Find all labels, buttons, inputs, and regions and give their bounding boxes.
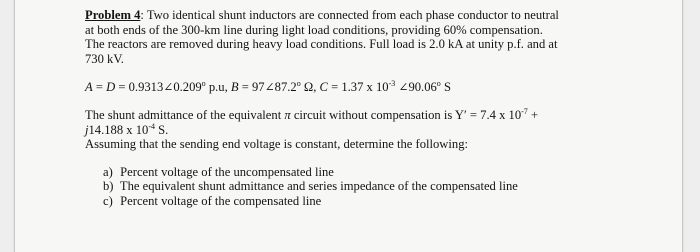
problem-line-2: at both ends of the 300-km line during light load conditions, providing 60% compensation. xyxy=(85,22,543,37)
part-text: The equivalent shunt admittance and series impedance of the compensated line xyxy=(119,179,518,194)
part-text: Percent voltage of the compensated line xyxy=(120,193,322,208)
degree-symbol: o xyxy=(201,79,206,89)
a-magnitude: 0.9313 xyxy=(128,80,164,95)
list-item xyxy=(103,194,645,208)
c-angle: 90.06 xyxy=(408,80,437,95)
problem-label: Problem 4 xyxy=(85,8,141,22)
problem-statement xyxy=(85,8,645,66)
c-symbol: C xyxy=(319,80,328,95)
admittance-plus: + xyxy=(530,107,539,122)
degree-symbol: o xyxy=(296,79,301,89)
degree-symbol: o xyxy=(436,79,441,89)
colon: : xyxy=(140,8,147,22)
c-magnitude: 1.37 x 10 xyxy=(341,80,389,95)
d-symbol: D xyxy=(106,80,116,95)
problem-line-3: The reactors are removed during heavy load conditions. Full load is 2.0 kA at unity p.f. and at xyxy=(85,37,558,52)
part-letter: c) xyxy=(103,193,113,208)
a-unit: p.u, xyxy=(208,80,228,95)
angle-symbol: ∠ xyxy=(398,80,409,95)
assumption-line: Assuming that the sending end voltage is constant, determine the following: xyxy=(85,137,468,152)
c-unit: S xyxy=(443,80,451,95)
admittance-line-2a: 14.188 x 10 xyxy=(88,122,149,137)
b-unit: Ω, xyxy=(303,80,317,95)
admittance-exponent-1: -7 xyxy=(521,106,528,116)
problem-line-4: 730 kV. xyxy=(85,51,124,66)
admittance-statement xyxy=(85,108,645,152)
angle-symbol: ∠ xyxy=(264,80,275,95)
list-item xyxy=(103,179,645,193)
admittance-line-2b: S. xyxy=(158,122,169,137)
part-letter: b) xyxy=(103,179,114,194)
abcd-parameters-equation: $A = D = 0.9313\angle 0.209^o$ p.u, $B = 97\angle 87.2^o$ Ω, C = 1.37 x $10^{-3}$ ∠90.06$^o$ S xyxy=(85,79,451,95)
b-magnitude: 97 xyxy=(251,80,265,95)
angle-symbol: ∠ xyxy=(163,80,174,95)
part-letter: a) xyxy=(103,164,113,179)
document-page xyxy=(14,0,683,252)
a-angle: 0.209 xyxy=(173,80,202,95)
problem-content xyxy=(85,8,645,208)
question-parts-list xyxy=(85,165,645,208)
list-item xyxy=(103,165,645,179)
part-text: Percent voltage of the uncompensated line xyxy=(120,164,334,179)
admittance-line-1a: The shunt admittance of the equivalent xyxy=(85,107,282,122)
a-symbol: A xyxy=(85,80,93,95)
b-angle: 87.2 xyxy=(274,80,297,95)
c-exponent: -3 xyxy=(388,79,396,89)
pi-symbol: π xyxy=(284,107,291,122)
b-symbol: B xyxy=(230,80,239,95)
problem-line-1: Two identical shunt inductors are connected from each phase conductor to neutral xyxy=(146,8,559,22)
admittance-line-1b: circuit without compensation is Y′ = 7.4 x 10 xyxy=(293,107,522,122)
admittance-exponent-2: -4 xyxy=(148,121,155,131)
j-symbol: j xyxy=(85,122,89,137)
